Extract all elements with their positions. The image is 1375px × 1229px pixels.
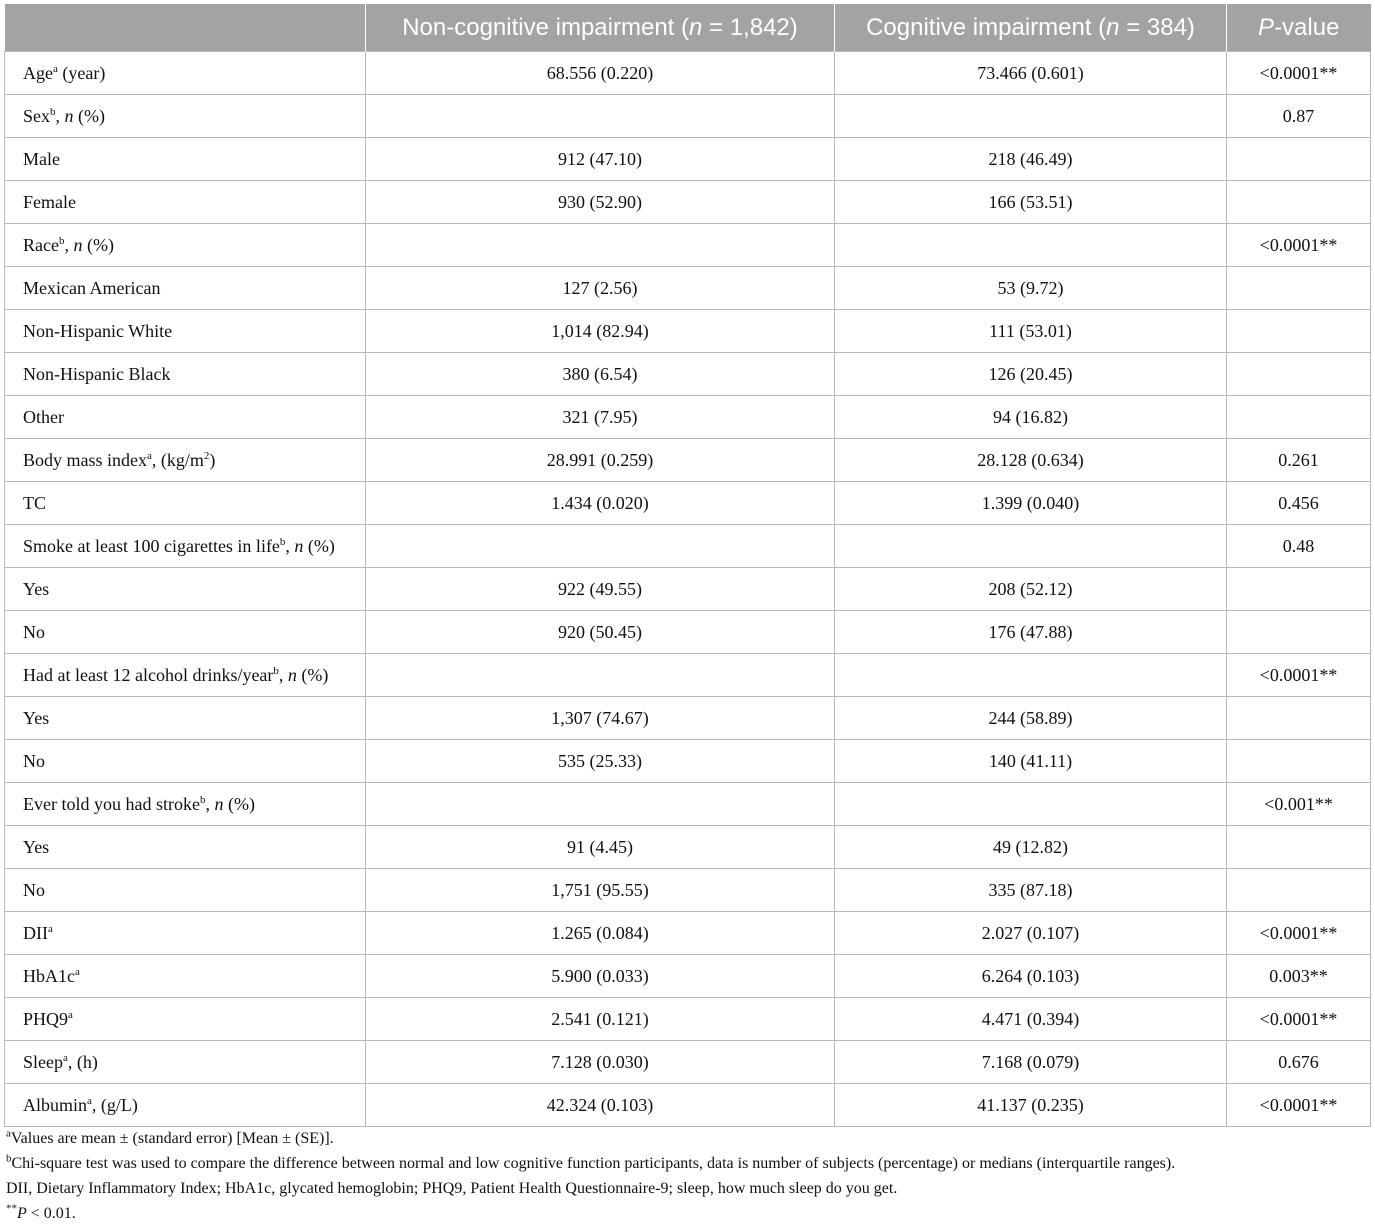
table-row [5, 826, 1371, 869]
cell-p-value [1227, 310, 1371, 353]
table-row [5, 697, 1371, 740]
table-row [5, 783, 1371, 826]
table-row [5, 267, 1371, 310]
cell-cognitive-impairment: 94 (16.82) [835, 396, 1227, 439]
cell-cognitive-impairment: 49 (12.82) [835, 826, 1227, 869]
cell-p-value [1227, 740, 1371, 783]
row-label: Mexican American [5, 267, 366, 310]
cell-p-value [1227, 697, 1371, 740]
cell-non-cognitive-impairment [366, 654, 835, 697]
cell-non-cognitive-impairment: 127 (2.56) [366, 267, 835, 310]
cell-p-value: 0.676 [1227, 1041, 1371, 1084]
cell-cognitive-impairment: 1.399 (0.040) [835, 482, 1227, 525]
header-non-cognitive-impairment: Non-cognitive impairment (n = 1,842) [366, 4, 835, 52]
cell-p-value: 0.456 [1227, 482, 1371, 525]
row-label: Yes [5, 568, 366, 611]
cell-cognitive-impairment: 28.128 (0.634) [835, 439, 1227, 482]
cell-p-value [1227, 869, 1371, 912]
cell-non-cognitive-impairment: 535 (25.33) [366, 740, 835, 783]
cell-cognitive-impairment [835, 525, 1227, 568]
row-label: Yes [5, 826, 366, 869]
row-label: Non-Hispanic White [5, 310, 366, 353]
cell-non-cognitive-impairment: 1.434 (0.020) [366, 482, 835, 525]
cell-p-value: <0.001** [1227, 783, 1371, 826]
row-label: Non-Hispanic Black [5, 353, 366, 396]
table-row [5, 740, 1371, 783]
cell-non-cognitive-impairment: 7.128 (0.030) [366, 1041, 835, 1084]
cell-cognitive-impairment: 73.466 (0.601) [835, 52, 1227, 95]
row-label: No [5, 611, 366, 654]
cell-p-value [1227, 353, 1371, 396]
cell-cognitive-impairment: 53 (9.72) [835, 267, 1227, 310]
row-label: Had at least 12 alcohol drinks/year$^b$, n (%) [5, 654, 366, 697]
cell-non-cognitive-impairment: 2.541 (0.121) [366, 998, 835, 1041]
cell-cognitive-impairment: 166 (53.51) [835, 181, 1227, 224]
cell-p-value: <0.0001** [1227, 52, 1371, 95]
footnote-b: $^b$Chi-square test was used to compare the difference between normal and low cognitive function participants, data is number of subjects (percentage) or medians (interquartile ranges). [6, 1152, 1176, 1172]
table-row [5, 912, 1371, 955]
cell-p-value: <0.0001** [1227, 998, 1371, 1041]
row-label: Race$^b$, n (%) [5, 224, 366, 267]
row-label: Body mass index$^a$, $(kg/m^2)$ [5, 439, 366, 482]
cell-p-value [1227, 138, 1371, 181]
cell-non-cognitive-impairment: 1,751 (95.55) [366, 869, 835, 912]
characteristics-table [4, 4, 1371, 1127]
cell-p-value [1227, 568, 1371, 611]
table-row [5, 1041, 1371, 1084]
header-cognitive-impairment: Cognitive impairment (n = 384) [835, 4, 1227, 52]
table-row [5, 224, 1371, 267]
cell-non-cognitive-impairment: 1.265 (0.084) [366, 912, 835, 955]
table-row [5, 95, 1371, 138]
footnote-significance: **P < 0.01. [6, 1202, 76, 1222]
cell-cognitive-impairment: 244 (58.89) [835, 697, 1227, 740]
row-label: Albumin$^a$, (g/L) [5, 1084, 366, 1127]
footnote-abbreviations: DII, Dietary Inflammatory Index; HbA1c, glycated hemoglobin; PHQ9, Patient Health Questionnaire-9; sleep, how much sleep do you get. [6, 1180, 898, 1197]
table-row [5, 138, 1371, 181]
cell-non-cognitive-impairment: 68.556 (0.220) [366, 52, 835, 95]
cell-cognitive-impairment [835, 783, 1227, 826]
cell-p-value: <0.0001** [1227, 1084, 1371, 1127]
cell-cognitive-impairment: 126 (20.45) [835, 353, 1227, 396]
cell-cognitive-impairment: 176 (47.88) [835, 611, 1227, 654]
footnote-a: $^a$Values are mean ± (standard error) [Mean ± (SE)]. [6, 1127, 334, 1147]
cell-p-value: 0.48 [1227, 525, 1371, 568]
table-row [5, 52, 1371, 95]
row-label: No [5, 869, 366, 912]
cell-non-cognitive-impairment [366, 525, 835, 568]
table-row [5, 869, 1371, 912]
row-label: Male [5, 138, 366, 181]
table-row [5, 568, 1371, 611]
header-variable [5, 4, 366, 52]
row-label: Age$^a$ (year) [5, 52, 366, 95]
table-row [5, 310, 1371, 353]
cell-non-cognitive-impairment: 42.324 (0.103) [366, 1084, 835, 1127]
row-label: TC [5, 482, 366, 525]
row-label: PHQ9$^a$ [5, 998, 366, 1041]
table-footnotes [6, 1126, 1366, 1226]
cell-p-value: <0.0001** [1227, 654, 1371, 697]
cell-cognitive-impairment: 335 (87.18) [835, 869, 1227, 912]
cell-p-value: 0.87 [1227, 95, 1371, 138]
cell-non-cognitive-impairment: 920 (50.45) [366, 611, 835, 654]
cell-non-cognitive-impairment: 5.900 (0.033) [366, 955, 835, 998]
table-row [5, 396, 1371, 439]
table-row [5, 525, 1371, 568]
table-row [5, 998, 1371, 1041]
cell-cognitive-impairment [835, 654, 1227, 697]
table-header-row [5, 4, 1371, 52]
table-row [5, 353, 1371, 396]
cell-cognitive-impairment: 4.471 (0.394) [835, 998, 1227, 1041]
cell-cognitive-impairment: 41.137 (0.235) [835, 1084, 1227, 1127]
row-label: Sex$^b$, n (%) [5, 95, 366, 138]
table-row [5, 654, 1371, 697]
row-label: Yes [5, 697, 366, 740]
cell-cognitive-impairment: 111 (53.01) [835, 310, 1227, 353]
cell-cognitive-impairment: 218 (46.49) [835, 138, 1227, 181]
cell-cognitive-impairment: 6.264 (0.103) [835, 955, 1227, 998]
row-label: Smoke at least 100 cigarettes in life$^b$, n (%) [5, 525, 366, 568]
cell-non-cognitive-impairment [366, 783, 835, 826]
cell-non-cognitive-impairment: 1,014 (82.94) [366, 310, 835, 353]
cell-non-cognitive-impairment: 922 (49.55) [366, 568, 835, 611]
cell-non-cognitive-impairment [366, 224, 835, 267]
data-table-container [4, 4, 1370, 1127]
table-row [5, 439, 1371, 482]
cell-p-value [1227, 267, 1371, 310]
cell-cognitive-impairment [835, 95, 1227, 138]
cell-p-value [1227, 826, 1371, 869]
table-body [5, 52, 1371, 1127]
table-row [5, 1084, 1371, 1127]
cell-non-cognitive-impairment: 1,307 (74.67) [366, 697, 835, 740]
row-label: Female [5, 181, 366, 224]
table-row [5, 482, 1371, 525]
row-label: Ever told you had stroke$^b$, n (%) [5, 783, 366, 826]
cell-cognitive-impairment: 208 (52.12) [835, 568, 1227, 611]
row-label: No [5, 740, 366, 783]
row-label: DII$^a$ [5, 912, 366, 955]
row-label: Other [5, 396, 366, 439]
table-row [5, 955, 1371, 998]
cell-p-value: <0.0001** [1227, 912, 1371, 955]
row-label: $HbA1c^a$ [5, 955, 366, 998]
cell-p-value: 0.261 [1227, 439, 1371, 482]
row-label: Sleep$^a$, (h) [5, 1041, 366, 1084]
cell-p-value [1227, 181, 1371, 224]
cell-p-value [1227, 396, 1371, 439]
cell-cognitive-impairment: 7.168 (0.079) [835, 1041, 1227, 1084]
cell-cognitive-impairment [835, 224, 1227, 267]
header-p-value: P-value [1227, 4, 1371, 52]
table-row [5, 611, 1371, 654]
table-row [5, 181, 1371, 224]
cell-non-cognitive-impairment: 930 (52.90) [366, 181, 835, 224]
cell-p-value [1227, 611, 1371, 654]
cell-non-cognitive-impairment: 91 (4.45) [366, 826, 835, 869]
cell-cognitive-impairment: 2.027 (0.107) [835, 912, 1227, 955]
cell-non-cognitive-impairment: 321 (7.95) [366, 396, 835, 439]
cell-cognitive-impairment: 140 (41.11) [835, 740, 1227, 783]
cell-non-cognitive-impairment: 912 (47.10) [366, 138, 835, 181]
cell-non-cognitive-impairment [366, 95, 835, 138]
cell-non-cognitive-impairment: 28.991 (0.259) [366, 439, 835, 482]
cell-p-value: <0.0001** [1227, 224, 1371, 267]
cell-non-cognitive-impairment: 380 (6.54) [366, 353, 835, 396]
cell-p-value: 0.003** [1227, 955, 1371, 998]
